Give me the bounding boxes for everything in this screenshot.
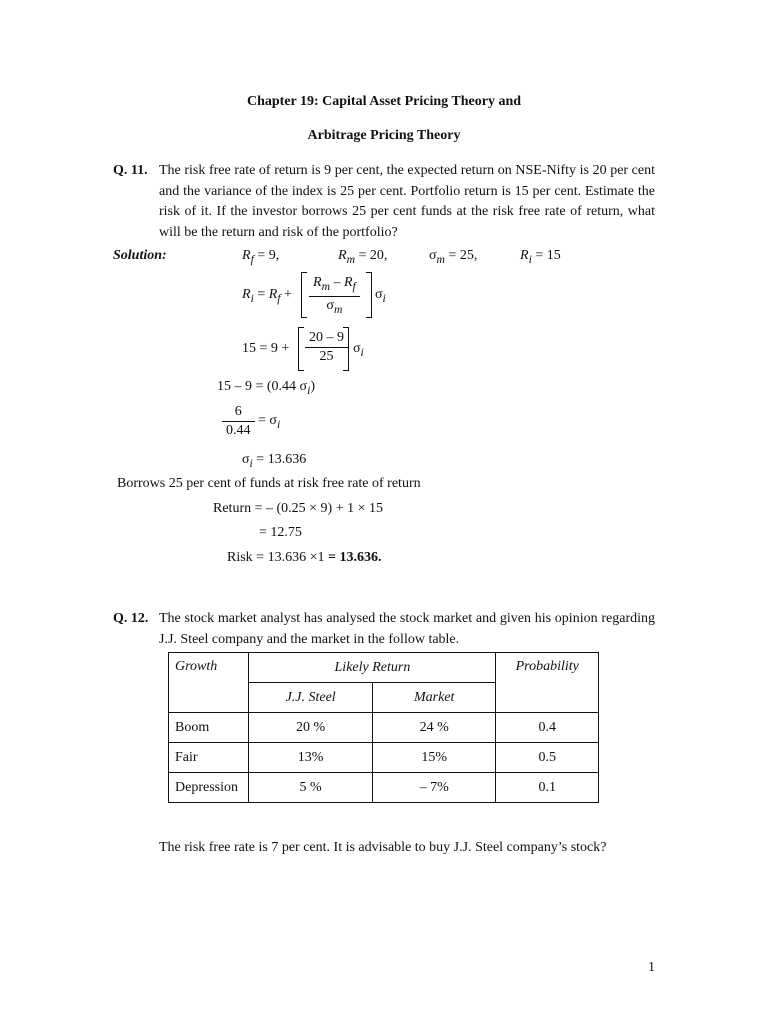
- cell-growth: Depression: [169, 773, 249, 803]
- header-jj-steel: J.J. Steel: [249, 683, 373, 713]
- cell-steel: 20 %: [249, 713, 373, 743]
- table-row: [169, 713, 599, 743]
- q12-final-question: The risk free rate is 7 per cent. It is advisable to buy J.J. Steel company’s stock?: [159, 840, 607, 855]
- cell-market: 15%: [372, 743, 496, 773]
- step-divide: $\frac{6}{0.44}$ = $\sigma_i$: [222, 403, 280, 440]
- header-market: Market: [372, 683, 496, 713]
- cell-steel: 5 %: [249, 773, 373, 803]
- cell-market: – 7%: [372, 773, 496, 803]
- header-growth: Growth: [169, 653, 249, 713]
- given-rm: $R_m = 20$,: [338, 248, 388, 266]
- given-ri: $R_i = 15$: [520, 248, 561, 266]
- q12-label: Q. 12.: [113, 611, 149, 626]
- formula-bracket-left: [301, 272, 307, 318]
- table-row: [169, 743, 599, 773]
- q11-question-text: The risk free rate of return is 9 per cent, the expected return on NSE-Nifty is 20 per cent and the variance of the index is 25 per cent. Portfolio return is 15 per cent. Estimate the risk of it. If the investor borrows 25 per cent funds at the risk free rate of return, what will be the return and risk of the portfolio?: [159, 163, 655, 240]
- solution-label: Solution:: [113, 248, 167, 263]
- formula-sigma-i: $\sigma_i$: [375, 287, 386, 305]
- chapter-title-line2: Arbitrage Pricing Theory: [307, 128, 461, 143]
- page-number: 1: [648, 960, 655, 975]
- cell-probability: 0.4: [496, 713, 599, 743]
- cell-growth: Boom: [169, 713, 249, 743]
- q12-question-text: The stock market analyst has analysed the stock market and given his opinion regarding J.J. Steel company and the market in the follow table.: [159, 611, 655, 647]
- formula-fraction: $\frac{R_m - R_f}{\sigma_m}$: [309, 274, 360, 319]
- returns-table: [168, 652, 599, 803]
- header-probability: Probability: [496, 653, 599, 713]
- chapter-title-line1: Chapter 19: Capital Asset Pricing Theory and: [246, 94, 522, 109]
- borrow-text: Borrows 25 per cent of funds at risk free rate of return: [117, 476, 421, 491]
- substitution-fraction: $\frac{20 - 9}{25}$: [305, 329, 348, 366]
- sub-bracket-left: [298, 327, 304, 371]
- formula-lhs: $R_i = R_f$ +: [242, 287, 292, 305]
- sub-bracket-right: [343, 327, 349, 371]
- substitution-lhs: 15 = 9 +: [242, 341, 290, 356]
- table-row: [169, 773, 599, 803]
- return-line: Return = – (0.25 × 9) + 1 × 15: [213, 501, 384, 516]
- given-sigma-m: $\sigma_m = 25$,: [429, 248, 478, 266]
- step-result-sigma-i: $\sigma_i = 13.636$: [242, 452, 307, 470]
- cell-probability: 0.5: [496, 743, 599, 773]
- q11-label: Q. 11.: [113, 163, 148, 178]
- risk-line: Risk = 13.636 ×1 = 13.636.: [227, 550, 382, 565]
- cell-steel: 13%: [249, 743, 373, 773]
- return-value: = 12.75: [259, 525, 302, 540]
- given-rf: $R_f = 9$,: [242, 248, 280, 266]
- header-likely-return: Likely Return: [249, 653, 496, 683]
- cell-growth: Fair: [169, 743, 249, 773]
- substitution-sigma-i: $\sigma_i$: [353, 341, 364, 359]
- formula-bracket-right: [366, 272, 372, 318]
- cell-market: 24 %: [372, 713, 496, 743]
- cell-probability: 0.1: [496, 773, 599, 803]
- step-subtract: 15 – 9 = (0.44 $\sigma_i$): [217, 379, 316, 397]
